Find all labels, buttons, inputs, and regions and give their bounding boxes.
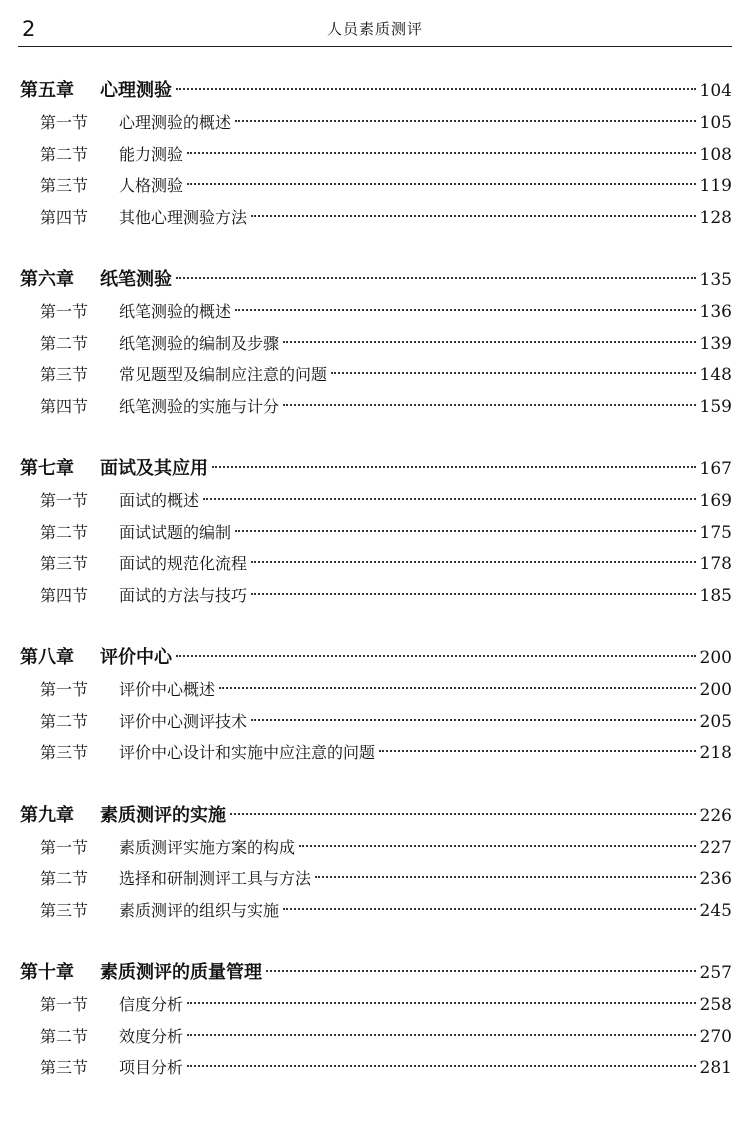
section-title: 能力测验: [119, 144, 184, 164]
section-number: 第二节: [40, 522, 89, 542]
section-page-number: 258: [699, 995, 732, 1015]
section-title: 纸笔测验的实施与计分: [119, 396, 280, 416]
dot-leader: [230, 813, 696, 815]
section-number: 第二节: [40, 144, 89, 164]
dot-leader: [235, 120, 696, 122]
chapter-title: 素质测评的实施: [100, 804, 226, 826]
dot-leader: [379, 750, 696, 752]
dot-leader: [219, 687, 696, 689]
section-entry[interactable]: [20, 548, 732, 580]
section-title: 面试的规范化流程: [119, 554, 248, 573]
section-page-number: 200: [699, 680, 732, 700]
section-title: 面试试题的编制: [119, 522, 232, 542]
chapter-number: 第七章: [20, 458, 74, 479]
section-number: 第二节: [40, 1026, 89, 1046]
section-number: 第三节: [40, 365, 89, 384]
section-page-number: 159: [699, 396, 732, 417]
section-title: 纸笔测验的概述: [119, 302, 232, 321]
chapter-block: [20, 452, 732, 611]
section-title: 人格测验: [119, 176, 184, 195]
section-page-number: 185: [699, 585, 732, 606]
chapter-page-number: 226: [699, 805, 732, 826]
section-number: 第二节: [40, 869, 89, 888]
section-entry[interactable]: [20, 107, 732, 139]
dot-leader: [283, 341, 696, 343]
section-title: 纸笔测验的编制及步骤: [119, 333, 280, 353]
chapter-page-number: 257: [699, 963, 732, 983]
dot-leader: [251, 593, 696, 595]
table-of-contents: [20, 74, 732, 1114]
page-header: [18, 14, 732, 47]
dot-leader: [203, 498, 696, 500]
chapter-page-number: 135: [699, 270, 732, 290]
chapter-entry[interactable]: [20, 263, 732, 296]
section-page-number: 245: [699, 900, 732, 921]
section-page-number: 178: [699, 554, 732, 574]
section-page-number: 119: [699, 176, 732, 196]
chapter-entry[interactable]: [20, 956, 732, 989]
section-number: 第三节: [40, 176, 89, 195]
section-page-number: 218: [699, 743, 732, 763]
section-page-number: 128: [699, 207, 732, 228]
chapter-block: [20, 641, 732, 769]
chapter-page-number: 104: [699, 81, 732, 101]
dot-leader: [266, 970, 696, 972]
section-title: 素质测评的组织与实施: [119, 900, 280, 920]
section-entry[interactable]: [20, 895, 732, 927]
section-page-number: 108: [699, 144, 732, 165]
chapter-title: 心理测验: [100, 80, 172, 101]
chapter-entry[interactable]: [20, 452, 732, 485]
section-entry[interactable]: [20, 517, 732, 549]
dot-leader: [283, 908, 696, 910]
section-title: 效度分析: [119, 1026, 184, 1046]
chapter-entry[interactable]: [20, 641, 732, 674]
book-title: 人员素质测评: [326, 20, 423, 38]
section-page-number: 270: [699, 1026, 732, 1047]
dot-leader: [176, 655, 696, 657]
chapter-number: 第十章: [20, 962, 74, 983]
section-number: 第一节: [40, 302, 89, 321]
chapter-page-number: 200: [699, 648, 732, 668]
dot-leader: [251, 561, 696, 563]
section-number: 第一节: [40, 837, 89, 857]
section-entry[interactable]: [20, 1021, 732, 1053]
section-entry[interactable]: [20, 989, 732, 1021]
dot-leader: [283, 404, 696, 406]
dot-leader: [251, 719, 696, 721]
dot-leader: [299, 845, 696, 847]
section-entry[interactable]: [20, 832, 732, 864]
section-page-number: 281: [699, 1058, 732, 1078]
section-entry[interactable]: [20, 485, 732, 517]
section-entry[interactable]: [20, 674, 732, 706]
section-number: 第四节: [40, 207, 89, 227]
dot-leader: [235, 309, 696, 311]
chapter-page-number: 167: [699, 459, 732, 479]
dot-leader: [176, 277, 696, 279]
chapter-number: 第九章: [20, 804, 74, 826]
section-number: 第一节: [40, 995, 89, 1014]
section-entry[interactable]: [20, 359, 732, 391]
dot-leader: [235, 530, 696, 532]
section-entry[interactable]: [20, 296, 732, 328]
section-title: 其他心理测验方法: [119, 207, 248, 227]
section-title: 评价中心测评技术: [119, 711, 248, 731]
section-title: 项目分析: [119, 1058, 184, 1077]
section-page-number: 205: [699, 711, 732, 732]
chapter-block: [20, 263, 732, 422]
chapter-block: [20, 74, 732, 233]
section-number: 第一节: [40, 680, 89, 699]
section-number: 第二节: [40, 711, 89, 731]
section-page-number: 139: [699, 333, 732, 354]
chapter-title: 纸笔测验: [100, 269, 172, 290]
section-entry[interactable]: [20, 863, 732, 895]
section-number: 第一节: [40, 113, 89, 132]
section-page-number: 169: [699, 491, 732, 511]
section-entry[interactable]: [20, 580, 732, 612]
section-page-number: 148: [699, 365, 732, 385]
section-number: 第二节: [40, 333, 89, 353]
chapter-block: [20, 956, 732, 1084]
section-page-number: 105: [699, 113, 732, 133]
section-title: 评价中心设计和实施中应注意的问题: [119, 743, 376, 762]
section-page-number: 175: [699, 522, 732, 543]
dot-leader: [212, 466, 696, 468]
dot-leader: [315, 876, 696, 878]
section-number: 第四节: [40, 396, 89, 416]
section-entry[interactable]: [20, 706, 732, 738]
section-title: 素质测评实施方案的构成: [119, 837, 296, 857]
section-title: 评价中心概述: [119, 680, 216, 699]
dot-leader: [187, 1002, 696, 1004]
chapter-number: 第五章: [20, 80, 74, 101]
chapter-number: 第八章: [20, 647, 74, 668]
section-entry[interactable]: [20, 328, 732, 360]
chapter-number: 第六章: [20, 269, 74, 290]
page-number: 2: [22, 17, 36, 41]
section-page-number: 236: [699, 869, 732, 889]
dot-leader: [187, 1034, 696, 1036]
section-entry[interactable]: [20, 737, 732, 769]
dot-leader: [187, 183, 696, 185]
dot-leader: [176, 88, 696, 90]
section-number: 第三节: [40, 554, 89, 573]
section-title: 常见题型及编制应注意的问题: [119, 365, 328, 384]
section-title: 心理测验的概述: [119, 113, 232, 132]
chapter-entry[interactable]: [20, 799, 732, 832]
chapter-title: 评价中心: [100, 647, 172, 668]
section-entry[interactable]: [20, 202, 732, 234]
section-title: 面试的概述: [119, 491, 200, 510]
section-title: 信度分析: [119, 995, 184, 1014]
chapter-block: [20, 799, 732, 927]
section-number: 第四节: [40, 585, 89, 605]
section-number: 第三节: [40, 1058, 89, 1077]
section-entry[interactable]: [20, 1052, 732, 1084]
dot-leader: [251, 215, 696, 217]
dot-leader: [187, 152, 696, 154]
section-number: 第三节: [40, 743, 89, 762]
chapter-title: 素质测评的质量管理: [100, 962, 262, 983]
section-page-number: 227: [699, 837, 732, 858]
section-entry[interactable]: [20, 139, 732, 171]
section-number: 第一节: [40, 491, 89, 510]
dot-leader: [331, 372, 696, 374]
section-page-number: 136: [699, 302, 732, 322]
dot-leader: [187, 1065, 696, 1067]
section-entry[interactable]: [20, 170, 732, 202]
section-title: 选择和研制测评工具与方法: [119, 869, 312, 888]
section-number: 第三节: [40, 900, 89, 920]
section-title: 面试的方法与技巧: [119, 585, 248, 605]
section-entry[interactable]: [20, 391, 732, 423]
chapter-title: 面试及其应用: [100, 458, 208, 479]
chapter-entry[interactable]: [20, 74, 732, 107]
